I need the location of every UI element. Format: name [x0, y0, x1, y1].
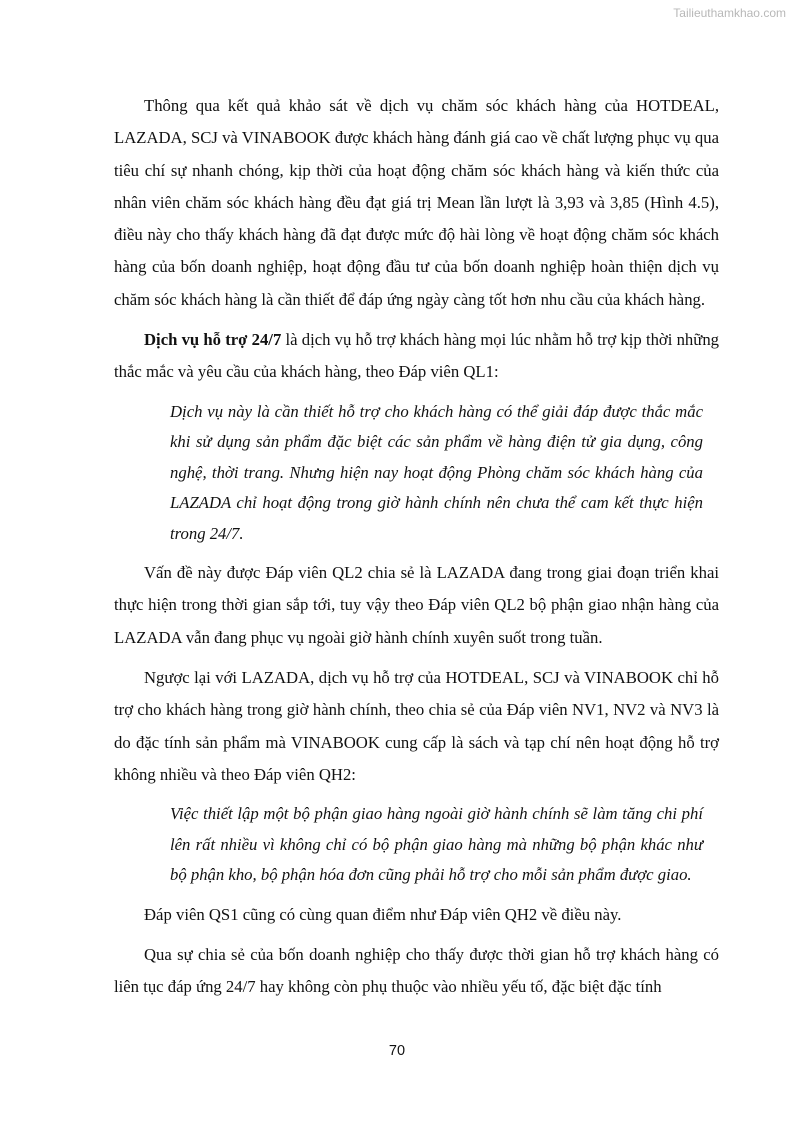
- page-number: 70: [388, 1043, 406, 1059]
- paragraph-ql2: Vấn đề này được Đáp viên QL2 chia sẻ là LAZADA đang trong giai đoạn triển khai thực hiện trong thời gian sắp tới, tuy vậy theo Đáp viên QL2 bộ phận giao nhận hàng của LAZADA vẫn đang phục vụ ngoài giờ hành chính xuyên suốt trong tuần.: [114, 563, 719, 647]
- document-body: [114, 90, 719, 1012]
- paragraph-conclusion: Qua sự chia sẻ của bốn doanh nghiệp cho thấy được thời gian hỗ trợ khách hàng có liên tục đáp ứng 24/7 hay không còn phụ thuộc vào nhiều yếu tố, đặc biệt đặc tính: [114, 945, 719, 997]
- watermark-text: Tailieuthamkhao.com: [673, 6, 786, 20]
- paragraph-qs1: Đáp viên QS1 cũng có cùng quan điểm như Đáp viên QH2 về điều này.: [144, 904, 622, 924]
- paragraph-support-247-text: là dịch vụ hỗ trợ khách hàng mọi lúc nhằm hỗ trợ kịp thời những thắc mắc và yêu cầu của khách hàng, theo Đáp viên QL1:: [114, 330, 720, 382]
- paragraph-survey-results: Thông qua kết quả khảo sát về dịch vụ chăm sóc khách hàng của HOTDEAL, LAZADA, SCJ và VINABOOK được khách hàng đánh giá cao về chất lượng phục vụ qua tiêu chí sự nhanh chóng, kịp thời của hoạt động chăm sóc khách hàng và kiến thức của nhân viên chăm sóc khách hàng đều đạt giá trị Mean lần lượt là 3,93 và 3,85 (Hình 4.5), điều này cho thấy khách hàng đã đạt được mức độ hài lòng về hoạt động chăm sóc khách hàng của bốn doanh nghiệp, hoạt động đầu tư của bốn doanh nghiệp hoàn thiện dịch vụ chăm sóc khách hàng là cần thiết để đáp ứng ngày càng tốt hơn nhu cầu của khách hàng.: [114, 96, 719, 309]
- quote-qh2: Việc thiết lập một bộ phận giao hàng ngoài giờ hành chính sẽ làm tăng chi phí lên rất nhiều vì không chỉ có bộ phận giao hàng mà những bộ phận khác như bộ phận kho, bộ phận hóa đơn cũng phải hỗ trợ cho mỗi sản phẩm được giao.: [170, 804, 703, 885]
- term-support-247: Dịch vụ hỗ trợ 24/7: [144, 330, 282, 350]
- paragraph-support-247: [114, 324, 719, 389]
- quote-ql1: Dịch vụ này là cần thiết hỗ trợ cho khách hàng có thể giải đáp được thắc mắc khi sử dụng sản phẩm đặc biệt các sản phẩm về hàng điện tử gia dụng, công nghệ, thời trang. Nhưng hiện nay hoạt động Phòng chăm sóc khách hàng của LAZADA chỉ hoạt động trong giờ hành chính nên chưa thể cam kết thực hiện trong 24/7.: [170, 401, 703, 543]
- paragraph-hotdeal-scj-vinabook: Ngược lại với LAZADA, dịch vụ hỗ trợ của HOTDEAL, SCJ và VINABOOK chỉ hỗ trợ cho khách hàng trong giờ hành chính, theo chia sẻ của Đáp viên NV1, NV2 và NV3 là do đặc tính sản phẩm mà VINABOOK cung cấp là sách và tạp chí nên hoạt động hỗ trợ không nhiều và theo Đáp viên QH2:: [114, 668, 719, 784]
